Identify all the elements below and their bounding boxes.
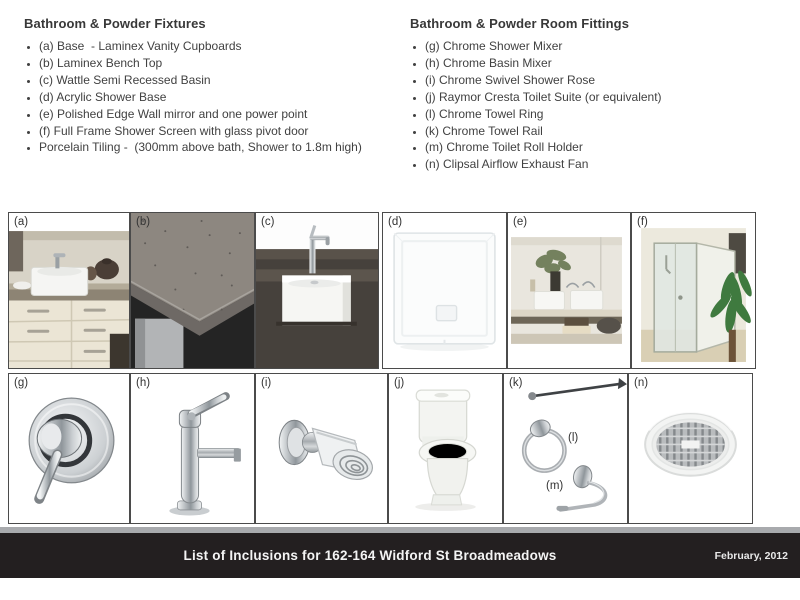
list-item-n: • (n) Clipsal Airflow Exhaust Fan [425,156,790,173]
shower-screen-photo [632,213,755,368]
list-item-d: • (d) Acrylic Shower Base [39,89,390,106]
cell-b [130,212,255,369]
footer-bar [0,533,800,578]
cell-b-label: (b) [136,216,151,228]
list-item-e: • (e) Polished Edge Wall mirror and one power point [39,106,390,123]
shower-base-illustration [383,213,506,368]
shower-mixer-illustration [9,374,129,523]
fixtures-list [18,38,390,156]
footer-date: February, 2012 [714,549,788,562]
cell-c-label: (c) [261,216,275,228]
list-item-a: • (a) Base - Laminex Vanity Cupboards [39,38,390,55]
fittings-heading: Bathroom & Powder Room Fittings [410,16,630,31]
towel-accessories-illustration [504,374,627,523]
cell-d-label: (d) [388,216,403,228]
fittings-section [404,16,790,173]
cell-e-label: (e) [513,216,528,228]
list-item-b: • (b) Laminex Bench Top [39,55,390,72]
shower-rose-illustration [256,374,387,523]
fixtures-heading: Bathroom & Powder Fixtures [24,16,206,31]
list-item-tiling: • Porcelain Tiling - (300mm above bath, Shower to 1.8m high) [39,139,390,156]
cell-e [507,212,631,369]
cell-k-label: (k) [509,377,523,389]
list-item-g: • (g) Chrome Shower Mixer [425,38,790,55]
cell-j [388,373,503,524]
cell-c [255,212,379,369]
cell-g [8,373,130,524]
cell-n [628,373,753,524]
footer-title: List of Inclusions for 162-164 Widford St Broadmeadows [183,548,557,563]
roll-holder-sublabel: (m) [546,480,564,492]
benchtop-photo [131,213,254,368]
basin-mixer-illustration [131,374,254,523]
list-item-m: • (m) Chrome Toilet Roll Holder [425,139,790,156]
fixtures-section [18,16,390,156]
toilet-suite-illustration [389,374,502,523]
list-item-f: • (f) Full Frame Shower Screen with glass pivot door [39,123,390,140]
cell-n-label: (n) [634,377,649,389]
list-item-k: • (k) Chrome Towel Rail [425,123,790,140]
basin-photo [256,213,378,368]
towel-ring-sublabel: (l) [568,432,579,444]
cell-d [382,212,507,369]
list-item-i: • (i) Chrome Swivel Shower Rose [425,72,790,89]
cell-j-label: (j) [394,377,405,389]
mirror-vanity-photo [508,213,630,368]
cell-h [130,373,255,524]
cell-i-label: (i) [261,377,272,389]
cell-a [8,212,130,369]
cell-k [503,373,628,524]
cell-h-label: (h) [136,377,151,389]
vanity-photo [9,213,129,368]
list-item-h: • (h) Chrome Basin Mixer [425,55,790,72]
list-item-j: • (j) Raymor Cresta Toilet Suite (or equivalent) [425,89,790,106]
exhaust-fan-illustration [629,374,752,523]
cell-a-label: (a) [14,216,29,228]
cell-i [255,373,388,524]
cell-f-label: (f) [637,216,648,228]
fittings-list [404,38,790,173]
cell-f [631,212,756,369]
list-item-l: • (l) Chrome Towel Ring [425,106,790,123]
cell-g-label: (g) [14,377,29,389]
list-item-c: • (c) Wattle Semi Recessed Basin [39,72,390,89]
